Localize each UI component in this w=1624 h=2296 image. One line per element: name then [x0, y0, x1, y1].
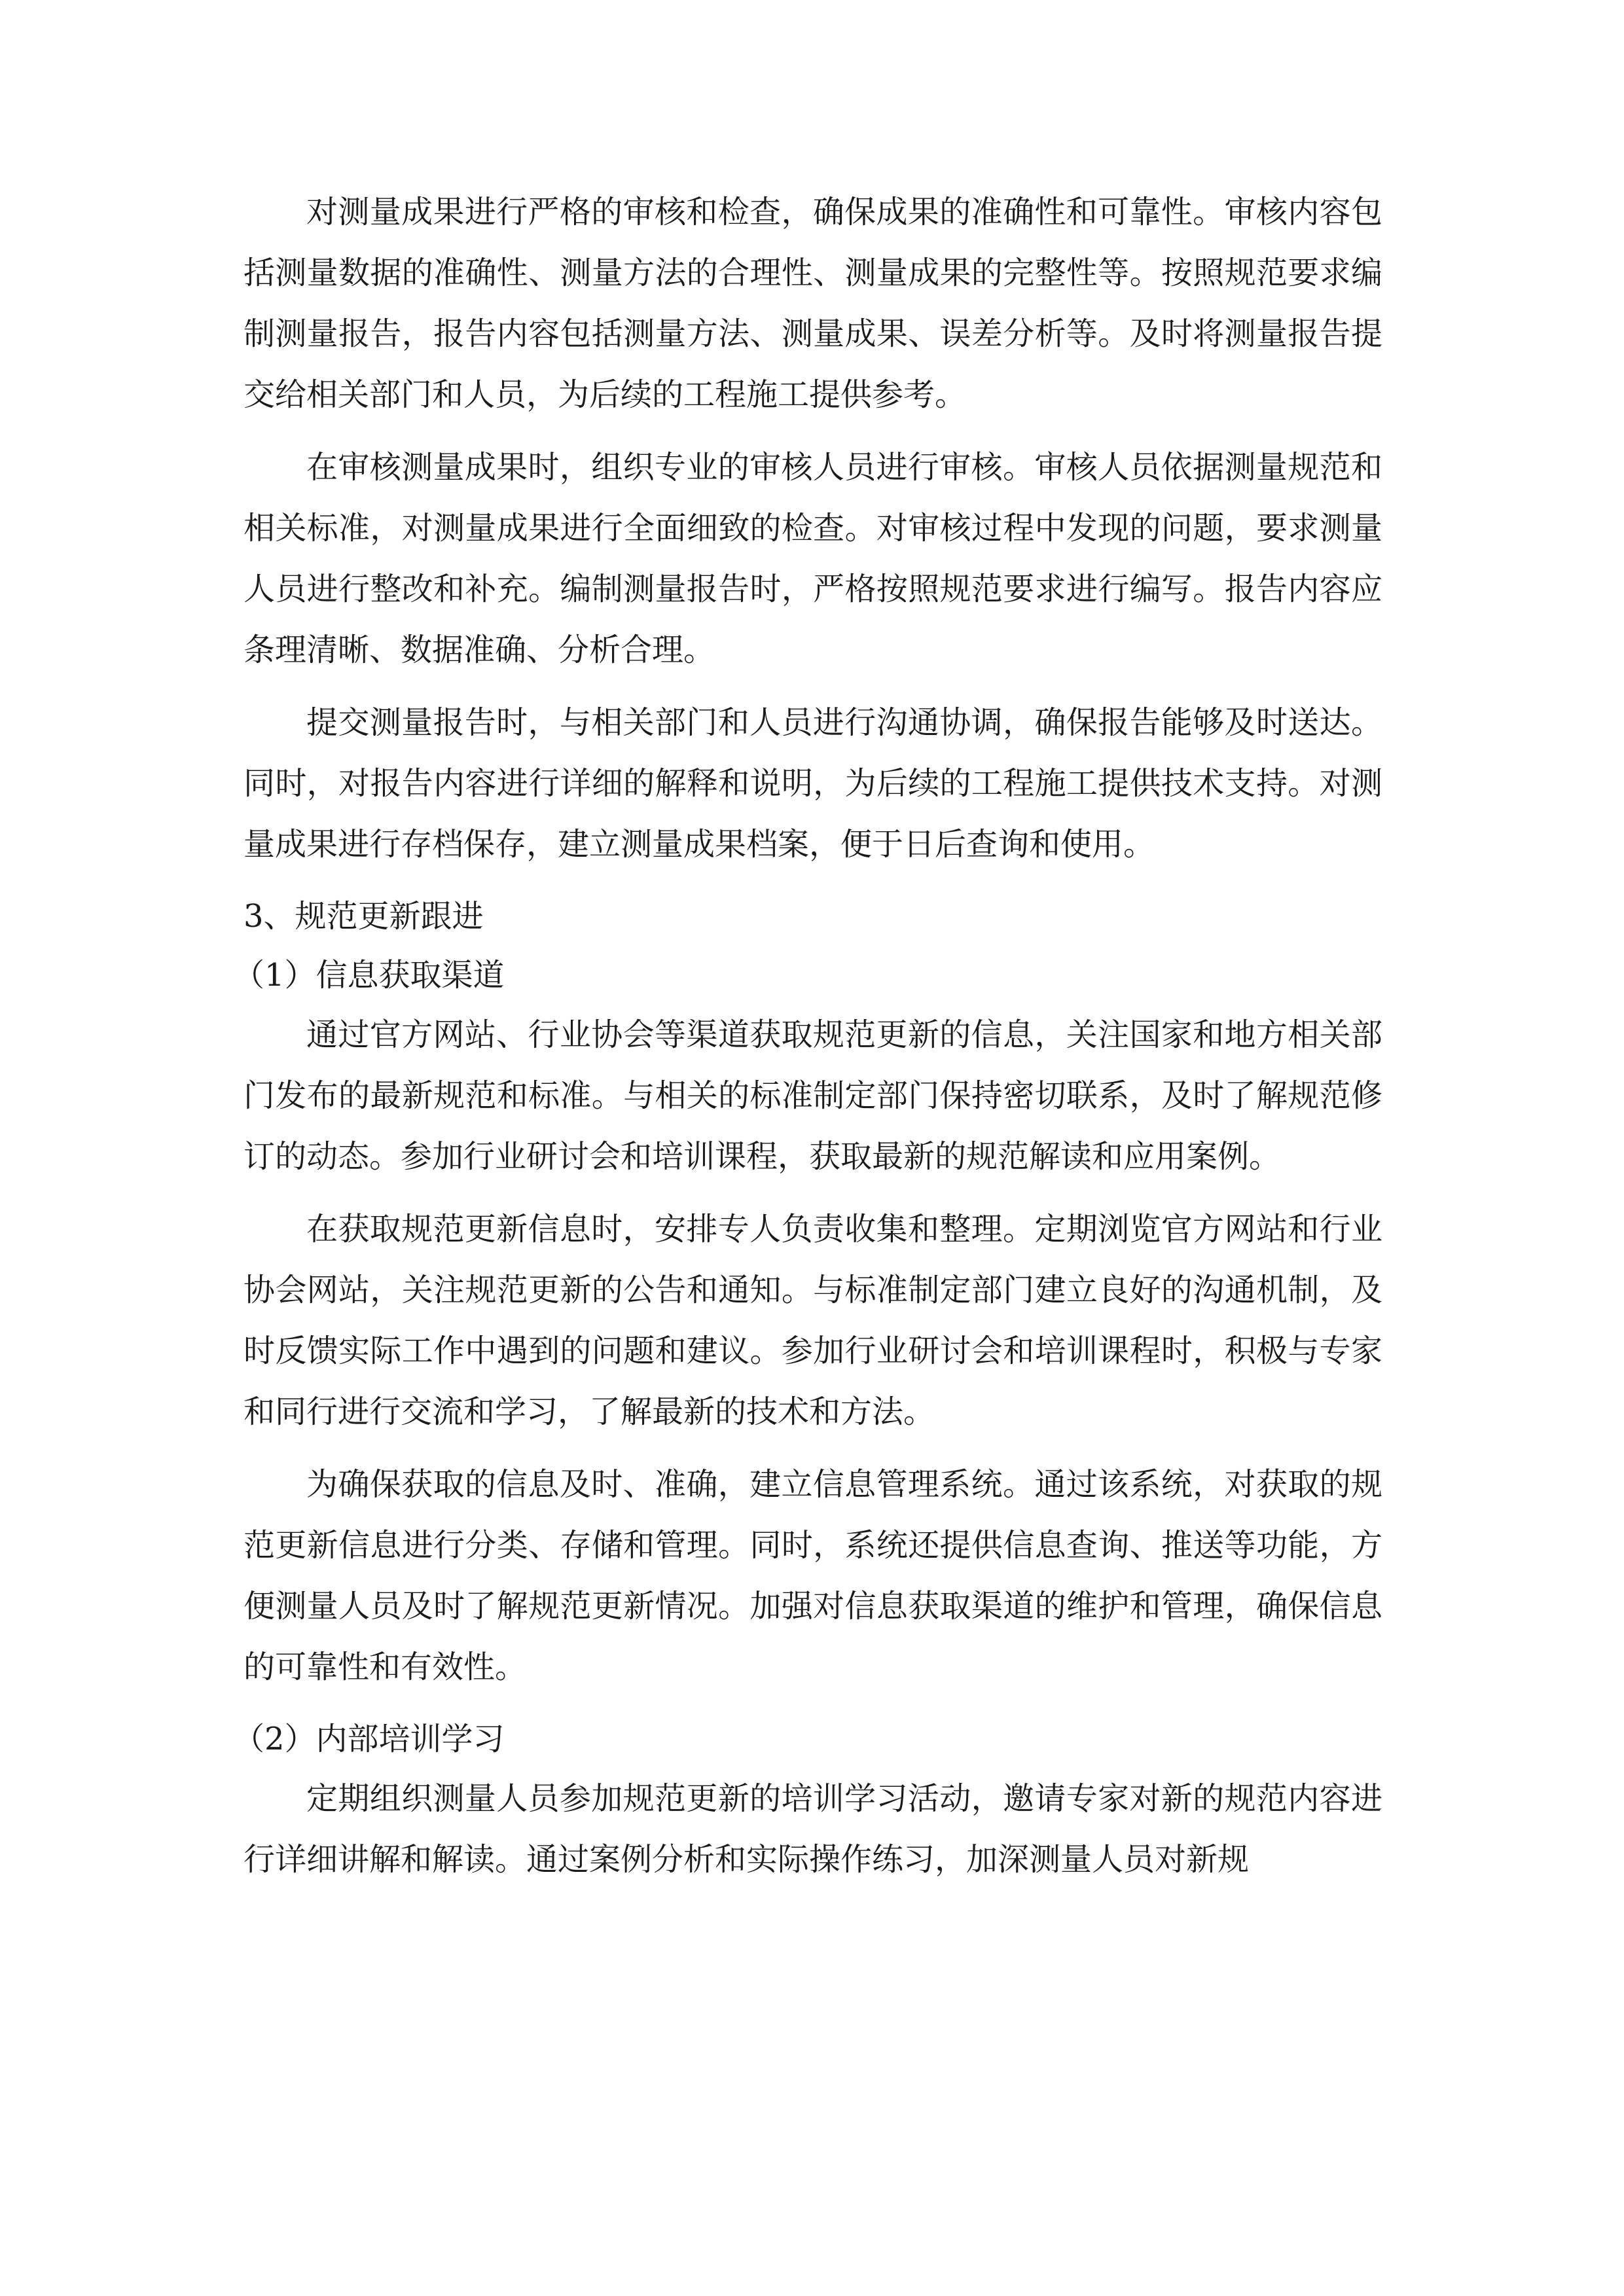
paragraph-info-channels: 通过官方网站、行业协会等渠道获取规范更新的信息，关注国家和地方相关部门发布的最新规范和标准。与相关的标准制定部门保持密切联系，及时了解规范修订的动态。参加行业研讨会和培训课程，获取最新的规范解读和应用案例。	[244, 1016, 1382, 1175]
subsection-heading-info-channels: （1）信息获取渠道	[233, 957, 505, 994]
paragraph-internal-training: 定期组织测量人员参加规范更新的培训学习活动，邀请专家对新的规范内容进行详细讲解和解读。通过案例分析和实际操作练习，加深测量人员对新规	[244, 1780, 1382, 1878]
subsection-heading-internal-training: （2）内部培训学习	[233, 1721, 505, 1757]
paragraph-review-process: 在审核测量成果时，组织专业的审核人员进行审核。审核人员依据测量规范和相关标准，对测量成果进行全面细致的检查。对审核过程中发现的问题，要求测量人员进行整改和补充。编制测量报告时，严格按照规范要求进行编写。报告内容应条理清晰、数据准确、分析合理。	[244, 449, 1382, 668]
document-body	[233, 182, 1382, 1890]
paragraph-info-system: 为确保获取的信息及时、准确，建立信息管理系统。通过该系统，对获取的规范更新信息进行分类、存储和管理。同时，系统还提供信息查询、推送等功能，方便测量人员及时了解规范更新情况。加强对信息获取渠道的维护和管理，确保信息的可靠性和有效性。	[244, 1466, 1382, 1685]
section-heading-standard-updates: 3、规范更新跟进	[244, 898, 484, 935]
paragraph-submit-report: 提交测量报告时，与相关部门和人员进行沟通协调，确保报告能够及时送达。同时，对报告内容进行详细的解释和说明，为后续的工程施工提供技术支持。对测量成果进行存档保存，建立测量成果档案，便于日后查询和使用。	[244, 704, 1382, 863]
paragraph-review-results: 对测量成果进行严格的审核和检查，确保成果的准确性和可靠性。审核内容包括测量数据的准确性、测量方法的合理性、测量成果的完整性等。按照规范要求编制测量报告，报告内容包括测量方法、测量成果、误差分析等。及时将测量报告提交给相关部门和人员，为后续的工程施工提供参考。	[244, 194, 1382, 413]
paragraph-info-collection: 在获取规范更新信息时，安排专人负责收集和整理。定期浏览官方网站和行业协会网站，关注规范更新的公告和通知。与标准制定部门建立良好的沟通机制，及时反馈实际工作中遇到的问题和建议。参加行业研讨会和培训课程时，积极与专家和同行进行交流和学习，了解最新的技术和方法。	[244, 1211, 1382, 1430]
